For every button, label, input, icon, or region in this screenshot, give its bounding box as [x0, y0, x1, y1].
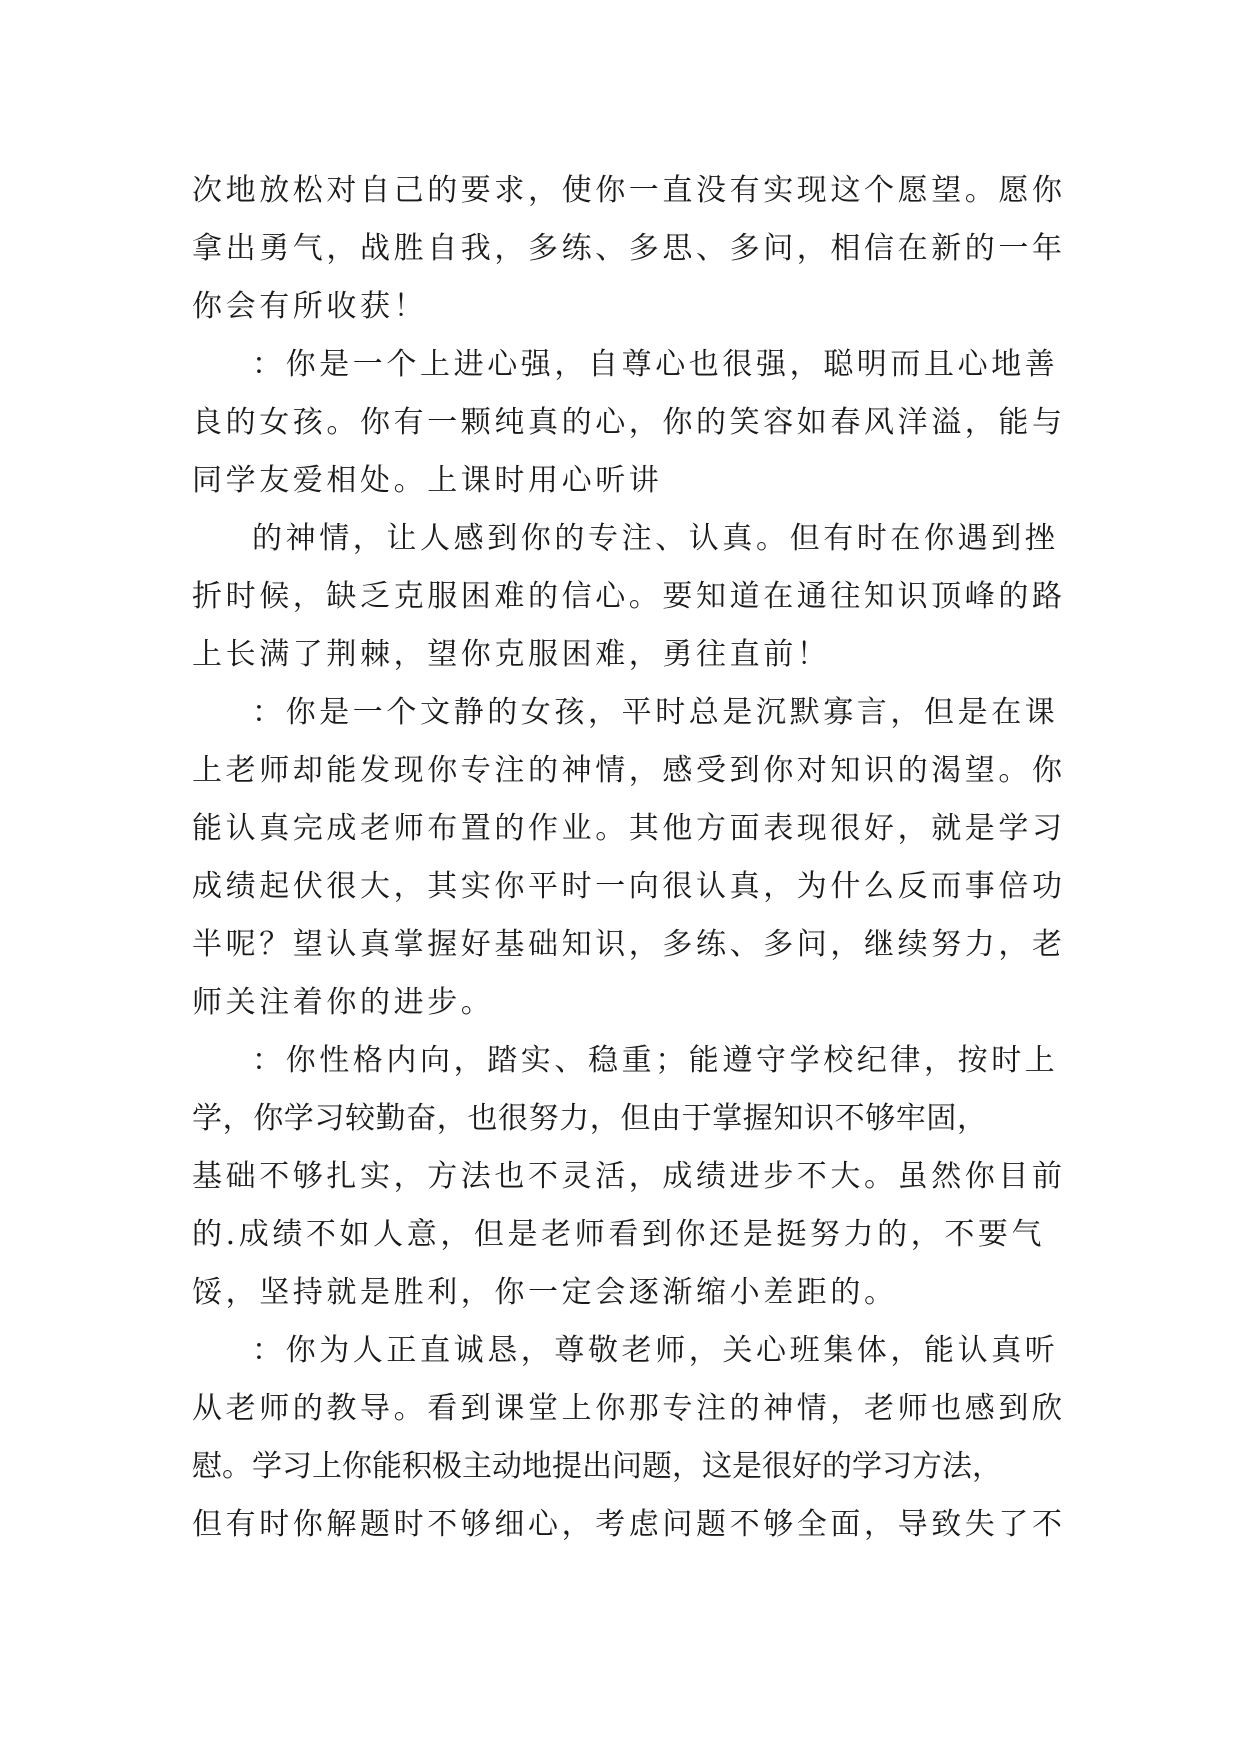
- text-line: 拿出勇气，战胜自我，多练、多思、多问，相信在新的一年: [192, 231, 1066, 266]
- text-line: 成绩起伏很大，其实你平时一向很认真，为什么反而事倍功: [192, 869, 1066, 904]
- paragraph-start-line: ：你是一个文静的女孩，平时总是沉默寡言，但是在课: [252, 695, 1059, 730]
- text-line: 良的女孩。你有一颗纯真的心，你的笑容如春风洋溢，能与: [192, 405, 1066, 440]
- text-line: 学，你学习较勤奋，也很努力，但由于掌握知识不够牢固，: [192, 1101, 988, 1136]
- text-line: 从老师的教导。看到课堂上你那专注的神情，老师也感到欣: [192, 1391, 1066, 1426]
- text-line: 的.成绩不如人意，但是老师看到你还是挺努力的，不要气: [192, 1217, 1046, 1252]
- text-line: 基础不够扎实，方法也不灵活，成绩进步不大。虽然你目前: [192, 1159, 1066, 1194]
- document-body: [192, 162, 1072, 1554]
- text-line: 馁，坚持就是胜利，你一定会逐渐缩小差距的。: [192, 1275, 898, 1310]
- text-line: 师关注着你的进步。: [192, 985, 495, 1020]
- text-line: 但有时你解题时不够细心，考虑问题不够全面，导致失了不: [192, 1507, 1066, 1542]
- text-line: 半呢？望认真掌握好基础知识，多练、多问，继续努力，老: [192, 927, 1066, 962]
- text-line: 慰。学习上你能积极主动地提出问题，这是很好的学习方法，: [192, 1449, 1002, 1484]
- paragraph-start-line: ：你性格内向，踏实、稳重；能遵守学校纪律，按时上: [252, 1043, 1059, 1078]
- text-line: 次地放松对自己的要求，使你一直没有实现这个愿望。愿你: [192, 173, 1066, 208]
- text-line: 上长满了荆棘，望你克服困难，勇往直前！: [192, 637, 831, 672]
- text-line: 你会有所收获！: [192, 289, 428, 324]
- text-line: 同学友爱相处。上课时用心听讲: [192, 463, 663, 498]
- paragraph-start-line: ：你为人正直诚恳，尊敬老师，关心班集体，能认真听: [252, 1333, 1059, 1368]
- text-line: 折时候，缺乏克服困难的信心。要知道在通往知识顶峰的路: [192, 579, 1066, 614]
- text-line: 上老师却能发现你专注的神情，感受到你对知识的渴望。你: [192, 753, 1066, 788]
- paragraph-start-line: 的神情，让人感到你的专注、认真。但有时在你遇到挫: [252, 521, 1059, 556]
- paragraph-start-line: ：你是一个上进心强，自尊心也很强，聪明而且心地善: [252, 347, 1059, 382]
- text-line: 能认真完成老师布置的作业。其他方面表现很好，就是学习: [192, 811, 1066, 846]
